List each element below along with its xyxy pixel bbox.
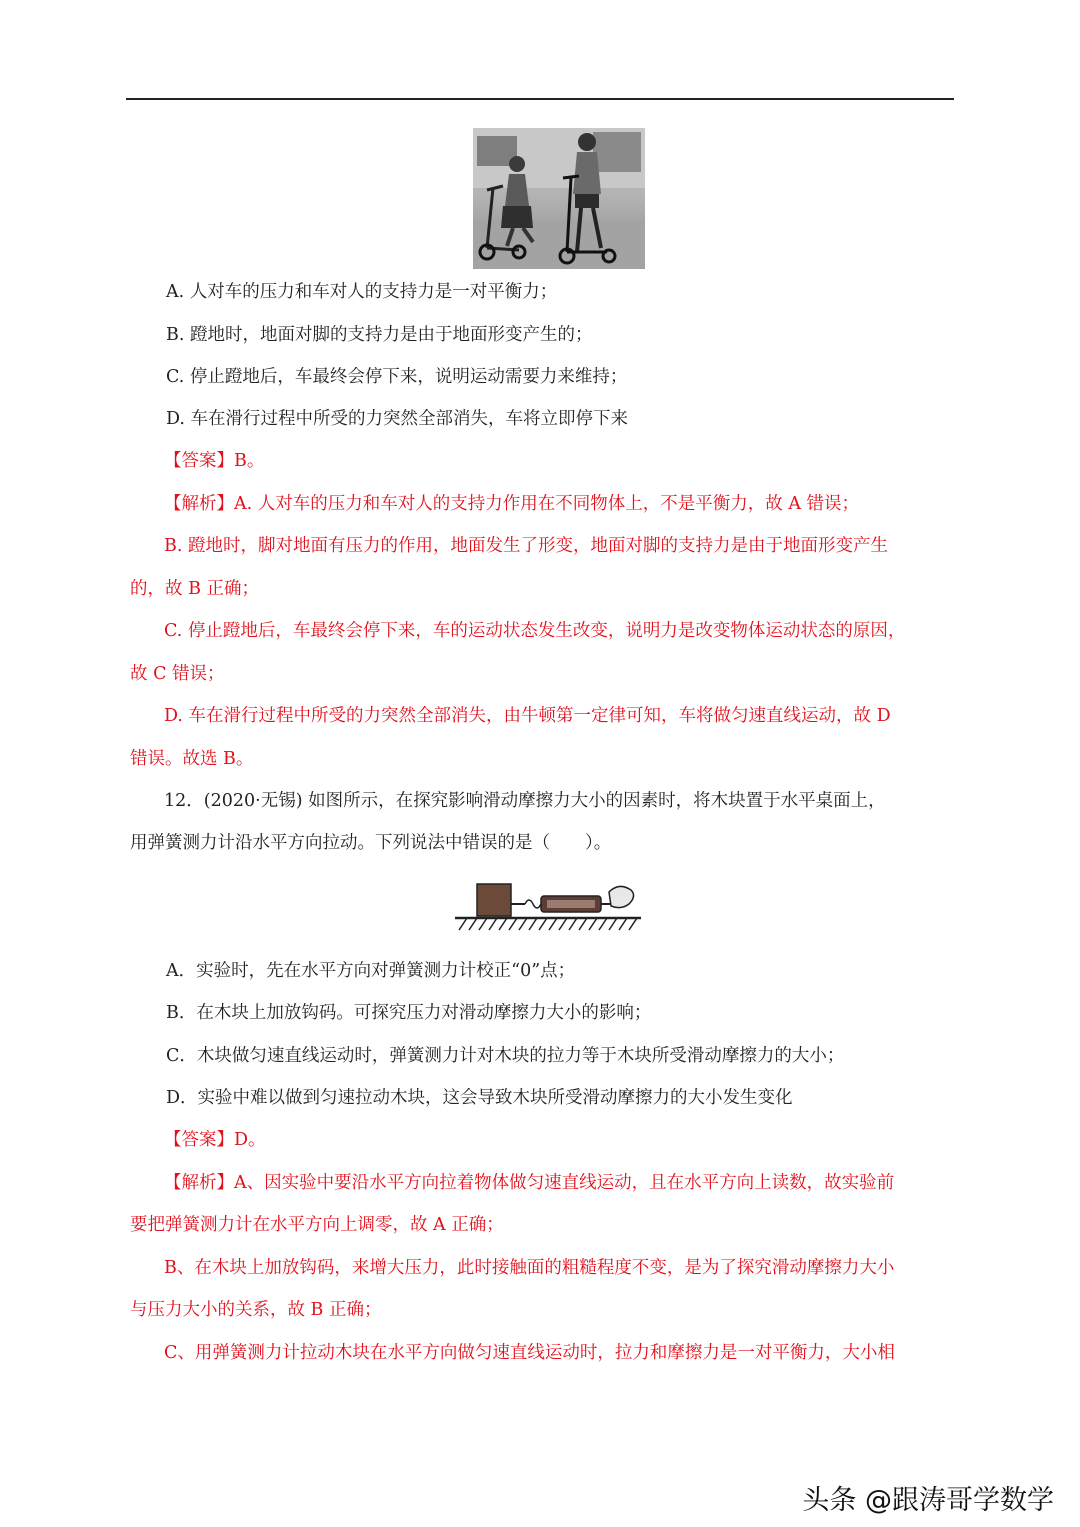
q12-stem: 12．(2020·无锡) 如图所示，在探究影响滑动摩擦力大小的因素时，将木块置于水平桌面上， [164,791,886,811]
q11-analysis-line [164,493,859,515]
analysis-text: A、因实验中要沿水平方向拉着物体做匀速直线运动，且在水平方向上读数，故实验前 [234,1173,895,1193]
q11-option-c: C. 停止蹬地后，车最终会停下来，说明运动需要力来维持； [166,367,628,387]
q12-answer [164,1129,266,1151]
analysis-text: A. 人对车的压力和车对人的支持力作用在不同物体上，不是平衡力，故 A 错误； [234,494,860,514]
q12-analysis-line [164,1172,894,1194]
header-rule [126,98,954,100]
q11-option-d: D. 车在滑行过程中所受的力突然全部消失，车将立即停下来 [166,409,629,429]
q11-analysis-b-cont: 的，故 B 正确； [130,579,259,599]
q12-option-c: C．木块做匀速直线运动时，弹簧测力计对木块的拉力等于木块所受滑动摩擦力的大小； [166,1046,845,1066]
scooter-photo [473,128,645,269]
q12-analysis-a-cont: 要把弹簧测力计在水平方向上调零，故 A 正确； [130,1215,504,1235]
q11-option-a: A. 人对车的压力和车对人的支持力是一对平衡力； [166,282,558,302]
q11-analysis-d-cont: 错误。故选 B。 [130,749,254,769]
q12-stem-cont: 用弹簧测力计沿水平方向拉动。下列说法中错误的是（ ）。 [130,833,612,853]
q12-option-d: D．实验中难以做到匀速拉动木块，这会导致木块所受滑动摩擦力的大小发生变化 [166,1088,793,1108]
q11-analysis-c: C. 停止蹬地后，车最终会停下来，车的运动状态发生改变，说明力是改变物体运动状态的原因， [164,621,906,641]
q12-analysis-b: B、在木块上加放钩码，来增大压力，此时接触面的粗糙程度不变，是为了探究滑动摩擦力大小 [164,1258,895,1278]
q12-option-b: B．在木块上加放钩码。可探究压力对滑动摩擦力大小的影响； [166,1003,652,1023]
q12-option-a: A．实验时，先在水平方向对弹簧测力计校正“0”点； [166,961,576,981]
q11-option-b: B. 蹬地时，地面对脚的支持力是由于地面形变产生的； [166,325,593,345]
q12-analysis-b-cont: 与压力大小的关系，故 B 正确； [130,1300,382,1320]
q11-answer [164,450,264,472]
watermark: 头条 @跟涛哥学数学 [802,1485,1054,1516]
answer-label: 【答案】 [164,451,234,471]
q11-analysis-c-cont: 故 C 错误； [130,664,225,684]
q12-analysis-c: C、用弹簧测力计拉动木块在水平方向做匀速直线运动时，拉力和摩擦力是一对平衡力，大小相 [164,1343,895,1363]
answer-value: B。 [234,451,265,471]
friction-experiment-diagram [455,874,641,936]
q11-analysis-b: B. 蹬地时，脚对地面有压力的作用，地面发生了形变，地面对脚的支持力是由于地面形变产生 [164,536,888,556]
q11-analysis-d: D. 车在滑行过程中所受的力突然全部消失，由牛顿第一定律可知，车将做匀速直线运动，故 D [164,706,891,726]
analysis-label: 【解析】 [164,1173,234,1193]
answer-value: D。 [234,1130,266,1150]
answer-label: 【答案】 [164,1130,234,1150]
analysis-label: 【解析】 [164,494,234,514]
